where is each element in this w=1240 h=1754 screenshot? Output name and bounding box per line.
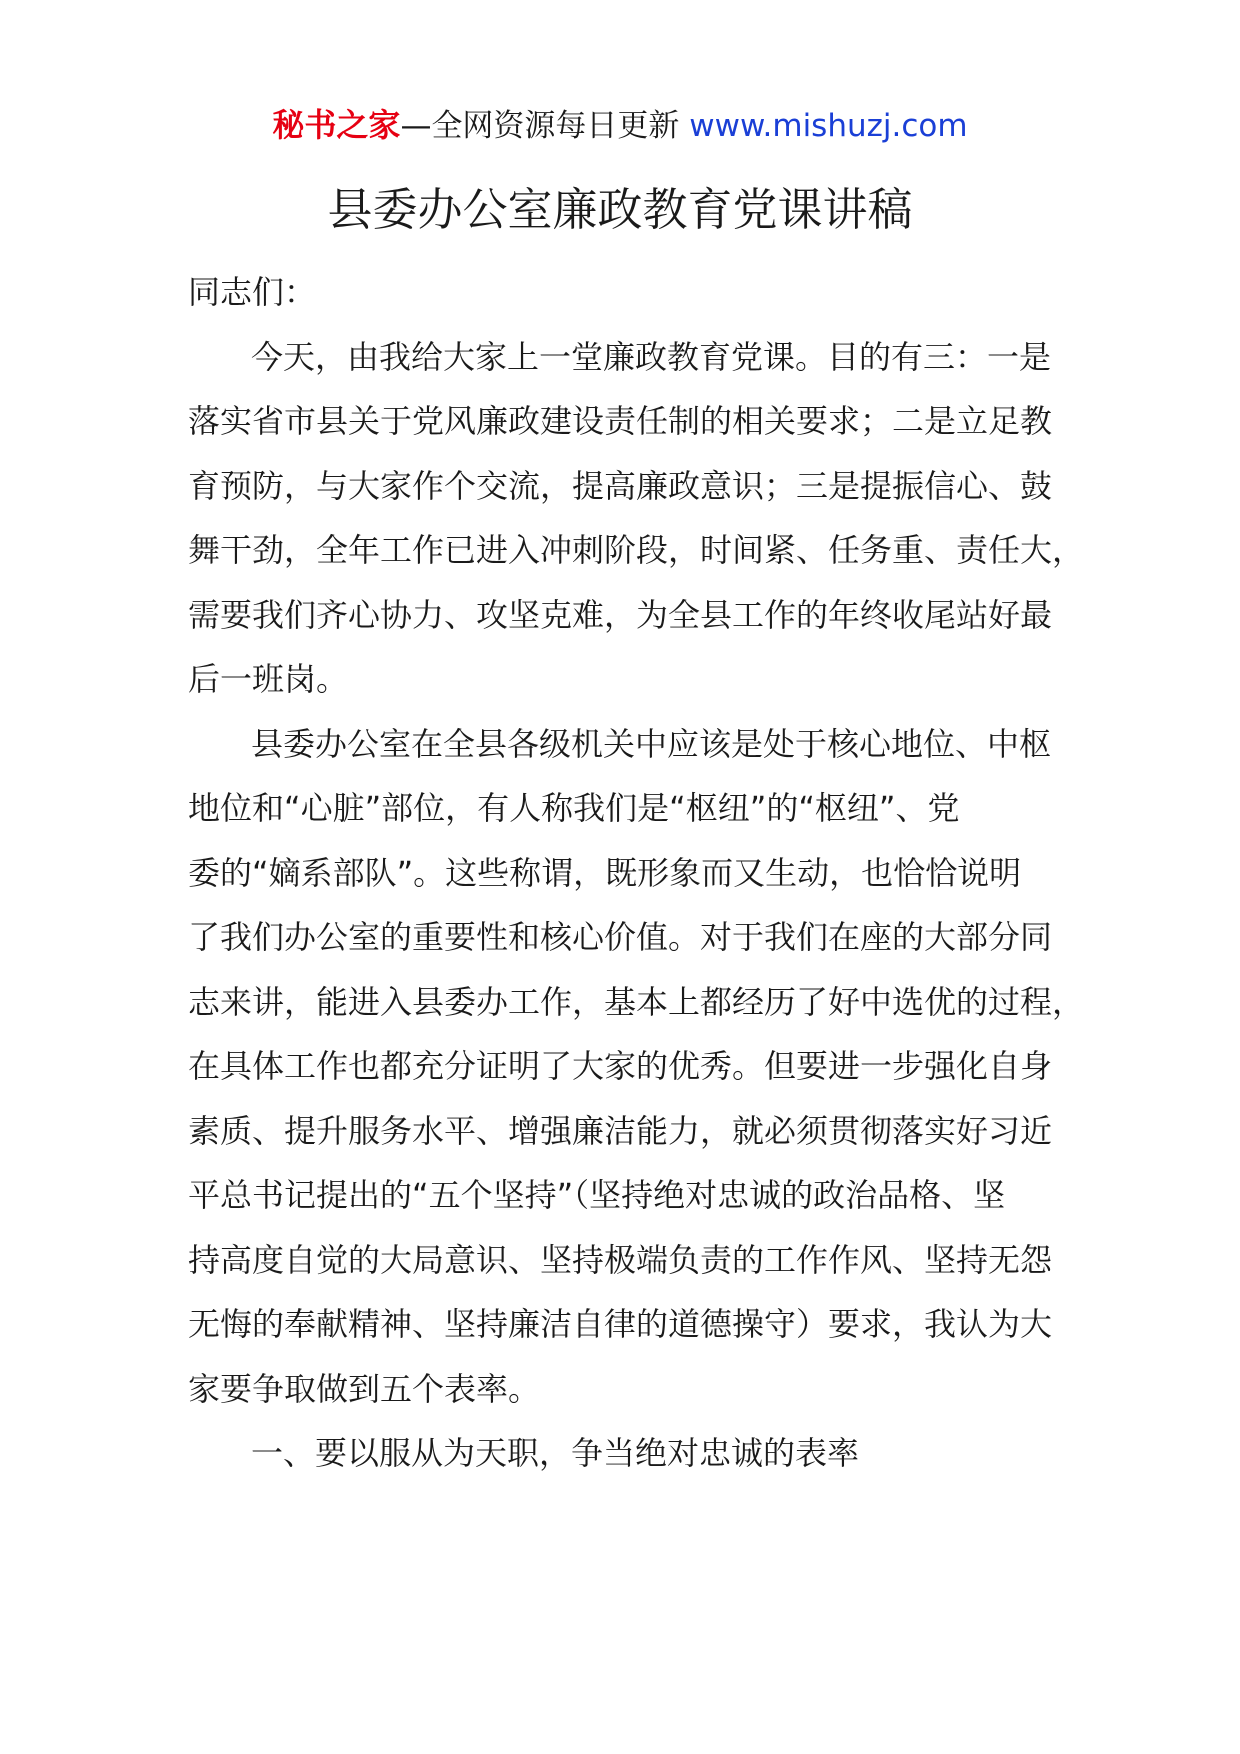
- paragraph-line: 舞干劲，全年工作已进入冲刺阶段，时间紧、任务重、责任大，: [188, 531, 1085, 569]
- document-title: 县委办公室廉政教育党课讲稿: [327, 183, 913, 236]
- document-body: [188, 260, 1085, 1486]
- paragraph-office-role: [188, 712, 1085, 1422]
- paragraph-line: 地位和“心脏”部位，有人称我们是“枢纽”的“枢纽”、党: [188, 789, 960, 827]
- paragraph-line: 育预防，与大家作个交流，提高廉政意识；三是提振信心、鼓: [188, 466, 1053, 505]
- paragraph-line: 持高度自觉的大局意识、坚持极端负责的工作作风、坚持无怨: [188, 1240, 1053, 1279]
- paragraph-line: 家要争取做到五个表率。: [188, 1369, 541, 1408]
- site-header: [0, 100, 1240, 151]
- paragraph-line: 今天，由我给大家上一堂廉政教育党课。目的有三：一是: [251, 337, 1052, 376]
- paragraph-line: 落实省市县关于党风廉政建设责任制的相关要求；二是立足教: [188, 402, 1053, 440]
- paragraph-line: 在具体工作也都充分证明了大家的优秀。但要进一步强化自身: [188, 1047, 1053, 1085]
- site-url-link[interactable]: www.mishuzj.com: [689, 108, 968, 144]
- paragraph-line: 志来讲，能进入县委办工作，基本上都经历了好中选优的过程，: [188, 982, 1085, 1021]
- paragraph-line: 了我们办公室的重要性和核心价值。对于我们在座的大部分同: [188, 918, 1053, 956]
- paragraph-line: 县委办公室在全县各级机关中应该是处于核心地位、中枢: [251, 724, 1052, 763]
- paragraph-line: 需要我们齐心协力、攻坚克难，为全县工作的年终收尾站好最: [188, 595, 1053, 634]
- site-tagline: —全网资源每日更新: [400, 108, 690, 144]
- paragraph-line: 素质、提升服务水平、增强廉洁能力，就必须贯彻落实好习近: [188, 1111, 1053, 1150]
- section-heading-one: [188, 1421, 1058, 1486]
- paragraph-intro: [188, 325, 1085, 712]
- paragraph-line: 委的“嫡系部队”。这些称谓，既形象而又生动，也恰恰说明: [188, 853, 1022, 892]
- salutation: 同志们：: [188, 273, 317, 311]
- site-brand: 秘书之家: [272, 106, 401, 144]
- paragraph-line: 后一班岗。: [188, 660, 349, 698]
- paragraph-line: 平总书记提出的“五个坚持”（坚持绝对忠诚的政治品格、坚: [188, 1176, 1006, 1214]
- paragraph-line: 无悔的奉献精神、坚持廉洁自律的道德操守）要求，我认为大: [188, 1305, 1053, 1343]
- section-heading-text: 一、要以服从为天职，争当绝对忠诚的表率: [251, 1434, 860, 1472]
